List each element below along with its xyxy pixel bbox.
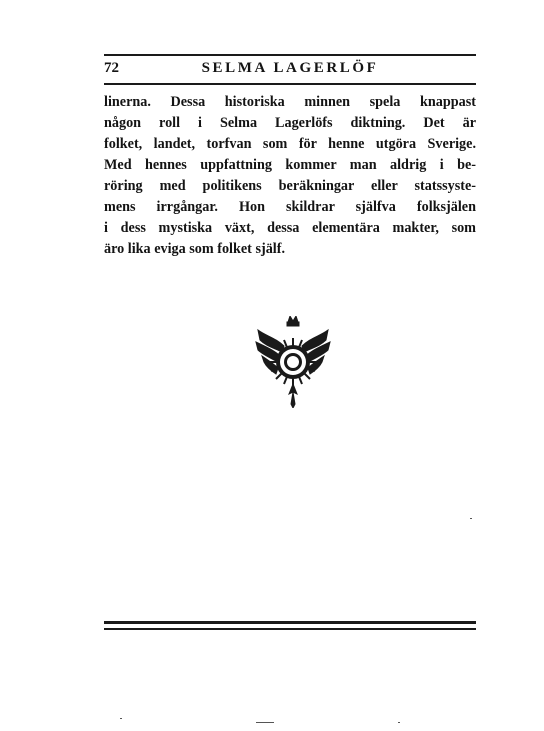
text-line: äro lika eviga som folket själf. [104,241,286,257]
scan-speck [470,518,472,519]
footer-rule-thin [104,628,476,630]
text-line: någon roll i Selma Lagerlöfs diktning. Det är [104,115,476,131]
body-text [104,92,476,260]
text-line: linerna. Dessa historiska minnen spela knappast [104,94,476,110]
text-line: röring med politikens beräkningar eller statssyste- [104,178,476,194]
running-title: SELMA LAGERLÖF [201,60,379,76]
text-line: Med hennes uppfattning kommer man aldrig i be- [104,157,476,173]
text-line: folket, landet, torfvan som för henne utgöra Sverige. [104,136,476,152]
header-bottom-rule [104,83,476,85]
page-header [104,60,476,80]
page-number: 72 [104,60,119,76]
text-line: i dess mystiska växt, dessa elementära makter, som [104,220,476,236]
winged-sunburst-icon [252,316,334,408]
scan-speck [120,718,122,719]
scan-speck [256,722,274,723]
scan-speck [398,722,400,723]
text-line: mens irrgångar. Hon skildrar själfva folksjälen [104,199,476,215]
footer-rule-thick [104,621,476,624]
header-top-rule [104,54,476,56]
